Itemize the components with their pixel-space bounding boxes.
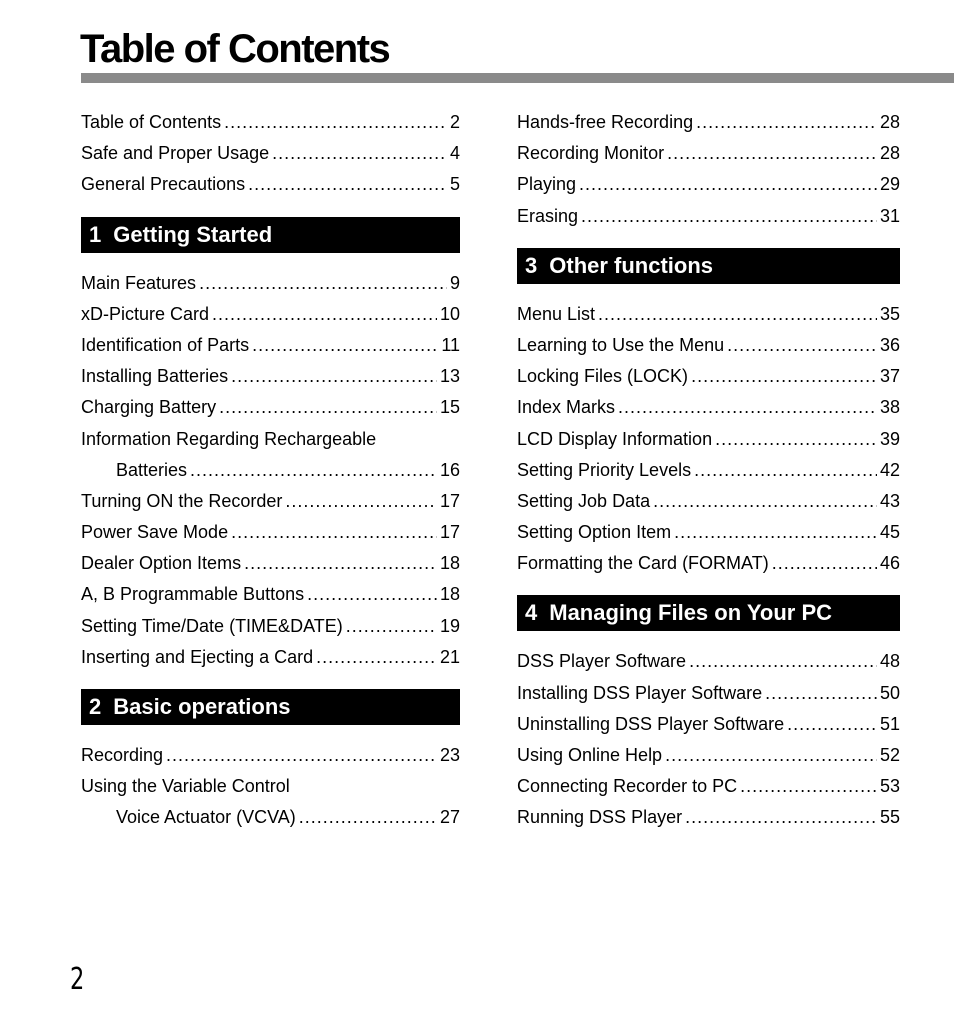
toc-entry-text: Information Regarding Rechargeable [81, 428, 377, 449]
toc-entry-page: 43 [879, 490, 900, 511]
toc-entry-page: 23 [439, 745, 460, 765]
section-number: 2 [89, 694, 102, 719]
toc-entry-text: Charging Battery [81, 397, 217, 418]
toc-entry-page: 45 [879, 522, 900, 543]
toc-entry-page: 21 [439, 646, 460, 667]
dot-leader [581, 201, 877, 232]
toc-entry-page: 42 [879, 459, 900, 480]
toc-entry-text: DSS Player Software [517, 651, 687, 672]
toc-entry-page: 9 [449, 272, 460, 293]
toc-entry[interactable] [81, 548, 460, 579]
toc-entry[interactable] [517, 709, 900, 740]
section-title: Getting Started [113, 221, 273, 247]
toc-entry-page: 19 [439, 615, 460, 636]
section-header-other-functions [517, 248, 900, 284]
toc-entry[interactable] [517, 771, 900, 802]
toc-entry-text: A, B Programmable Buttons [81, 584, 305, 605]
toc-entry-page: 17 [439, 490, 460, 511]
toc-entry-text: Erasing [517, 205, 579, 226]
dot-leader [244, 548, 437, 579]
toc-entry-wrap[interactable] [81, 771, 460, 802]
dot-leader [727, 330, 877, 361]
toc-entry-page: 29 [879, 174, 900, 195]
toc-entry[interactable] [517, 107, 900, 138]
dot-leader [346, 611, 437, 642]
toc-entry-text: xD-Picture Card [81, 303, 210, 324]
toc-entry[interactable] [81, 361, 460, 392]
section-number: 3 [525, 252, 538, 278]
toc-entry[interactable] [81, 579, 460, 610]
toc-entry[interactable] [81, 740, 460, 771]
dot-leader [252, 330, 438, 361]
dot-leader [715, 424, 877, 455]
toc-entry-text: Setting Time/Date (TIME&DATE) [81, 615, 343, 636]
toc-entry-page: 37 [879, 366, 900, 387]
dot-leader [219, 392, 437, 423]
dot-leader [316, 642, 437, 673]
toc-entry[interactable] [517, 802, 900, 833]
toc-entry[interactable] [81, 517, 460, 548]
toc-entry-page: 18 [439, 553, 460, 574]
toc-entry-text: Index Marks [517, 397, 616, 418]
toc-entry[interactable] [517, 646, 900, 677]
toc-entry-page: 39 [879, 428, 900, 449]
dot-leader [231, 517, 437, 548]
toc-entry-text: Uninstalling DSS Player Software [517, 713, 785, 734]
toc-entry-text: Setting Option Item [517, 522, 672, 543]
toc-entry-text: Main Features [81, 272, 197, 293]
toc-entry-text: Running DSS Player [517, 807, 683, 828]
dot-leader [598, 299, 877, 330]
toc-entry[interactable] [81, 486, 460, 517]
toc-entry-text: Setting Job Data [517, 490, 651, 511]
toc-entry[interactable] [81, 330, 460, 361]
dot-leader [685, 802, 877, 833]
toc-entry-page: 38 [879, 397, 900, 418]
dot-leader [772, 548, 877, 579]
dot-leader [787, 709, 877, 740]
page-title: Table of Contents [80, 27, 390, 71]
toc-entry-text: Formatting the Card (FORMAT) [517, 553, 769, 574]
toc-entry[interactable] [517, 455, 900, 486]
page-number: 2 [70, 962, 85, 997]
toc-entry-page: 10 [439, 303, 460, 324]
toc-entry-page: 36 [879, 334, 900, 355]
dot-leader [691, 361, 877, 392]
title-rule [81, 73, 954, 83]
toc-entry-page: 51 [879, 713, 900, 734]
toc-entry-text: General Precautions [81, 174, 246, 195]
dot-leader [696, 107, 877, 138]
section-number: 1 [89, 221, 102, 247]
toc-entry-text: Learning to Use the Menu [517, 334, 725, 355]
dot-leader [212, 299, 437, 330]
toc-right-column [517, 107, 900, 834]
dot-leader [618, 392, 877, 423]
dot-leader [653, 486, 877, 517]
dot-leader [272, 138, 447, 169]
toc-entry[interactable] [517, 392, 900, 423]
dot-leader [667, 138, 877, 169]
dot-leader [765, 678, 877, 709]
toc-entry-text: Installing Batteries [81, 366, 229, 387]
toc-entry[interactable] [517, 424, 900, 455]
dot-leader [166, 740, 437, 771]
toc-entry[interactable] [517, 138, 900, 169]
toc-entry-page: 31 [879, 205, 900, 226]
section-title: Managing Files on Your PC [549, 600, 833, 626]
toc-entry-text: Connecting Recorder to PC [517, 776, 738, 797]
toc-entry[interactable] [517, 486, 900, 517]
section-title: Basic operations [113, 694, 291, 719]
dot-leader [740, 771, 877, 802]
toc-entry[interactable] [81, 107, 460, 138]
toc-entry-page: 11 [441, 334, 460, 355]
dot-leader [248, 169, 447, 200]
toc-entry-page: 28 [879, 143, 900, 164]
dot-leader [190, 455, 437, 486]
dot-leader [199, 268, 447, 299]
toc-entry-page: 13 [439, 366, 460, 387]
toc-entry-page: 50 [879, 682, 900, 703]
toc-entry-page: 55 [879, 807, 900, 828]
section-header-getting-started [81, 217, 460, 253]
toc-entry-page: 15 [439, 397, 460, 418]
dot-leader [674, 517, 877, 548]
toc-entry-text: LCD Display Information [517, 428, 713, 449]
toc-entry[interactable] [517, 740, 900, 771]
toc-entry-page: 18 [439, 584, 460, 605]
toc-entry[interactable] [81, 611, 460, 642]
toc-entry-text: Recording Monitor [517, 143, 665, 164]
toc-entry-text: Safe and Proper Usage [81, 143, 270, 164]
toc-entry-page: 35 [879, 303, 900, 324]
section-header-basic-operations [81, 689, 460, 725]
toc-entry[interactable] [81, 642, 460, 673]
toc-entry[interactable] [81, 169, 460, 200]
dot-leader [665, 740, 877, 771]
toc-entry-page: 48 [879, 651, 900, 672]
toc-entry-page: 28 [879, 112, 900, 132]
toc-entry-page: 46 [879, 553, 900, 574]
toc-entry[interactable] [81, 455, 460, 486]
toc-entry-page: 53 [879, 776, 900, 797]
section-number: 4 [525, 600, 538, 626]
toc-entry-text: Setting Priority Levels [517, 459, 692, 480]
toc-entry-wrap[interactable] [81, 424, 460, 455]
toc-entry-text: Dealer Option Items [81, 553, 242, 574]
toc-entry[interactable] [517, 548, 900, 579]
toc-entry-page: 5 [449, 174, 460, 195]
toc-left-column [81, 107, 460, 834]
toc-entry-text: Using Online Help [517, 745, 663, 765]
toc-entry[interactable] [81, 802, 460, 833]
toc-entry[interactable] [517, 678, 900, 709]
toc-entry[interactable] [81, 268, 460, 299]
dot-leader [285, 486, 437, 517]
toc-entry-text: Voice Actuator (VCVA) [116, 807, 296, 828]
toc-entry-text: Hands-free Recording [517, 112, 694, 132]
dot-leader [307, 579, 437, 610]
toc-entry-text: Using the Variable Control [81, 776, 290, 797]
dot-leader [224, 107, 447, 138]
toc-entry-text: Inserting and Ejecting a Card [81, 646, 314, 667]
toc-entry-text: Power Save Mode [81, 522, 229, 543]
toc-entry-text: Locking Files (LOCK) [517, 366, 689, 387]
toc-entry[interactable] [81, 392, 460, 423]
toc-entry[interactable] [517, 299, 900, 330]
dot-leader [579, 169, 877, 200]
toc-entry-page: 52 [879, 745, 900, 765]
section-title: Other functions [549, 252, 714, 278]
toc-entry[interactable] [81, 299, 460, 330]
toc-entry[interactable] [517, 201, 900, 232]
toc-entry-text: Identification of Parts [81, 334, 250, 355]
toc-entry-text: Recording [81, 745, 164, 765]
toc-entry[interactable] [517, 330, 900, 361]
toc-entry-text: Installing DSS Player Software [517, 682, 763, 703]
toc-entry-page: 17 [439, 522, 460, 543]
toc-entry[interactable] [517, 517, 900, 548]
toc-entry-text: Table of Contents [81, 112, 222, 132]
dot-leader [694, 455, 877, 486]
toc-entry-text: Menu List [517, 303, 596, 324]
toc-entry-text: Turning ON the Recorder [81, 490, 283, 511]
toc-entry[interactable] [517, 361, 900, 392]
toc-entry[interactable] [517, 169, 900, 200]
dot-leader [689, 646, 877, 677]
dot-leader [299, 802, 437, 833]
section-header-managing-files [517, 595, 900, 631]
toc-entry-text: Playing [517, 174, 577, 195]
toc-entry-page: 16 [439, 459, 460, 480]
toc-entry-page: 2 [449, 112, 460, 132]
toc-entry[interactable] [81, 138, 460, 169]
toc-entry-page: 4 [449, 143, 460, 164]
toc-entry-text: Batteries [116, 459, 188, 480]
toc-entry-page: 27 [439, 807, 460, 828]
dot-leader [231, 361, 437, 392]
